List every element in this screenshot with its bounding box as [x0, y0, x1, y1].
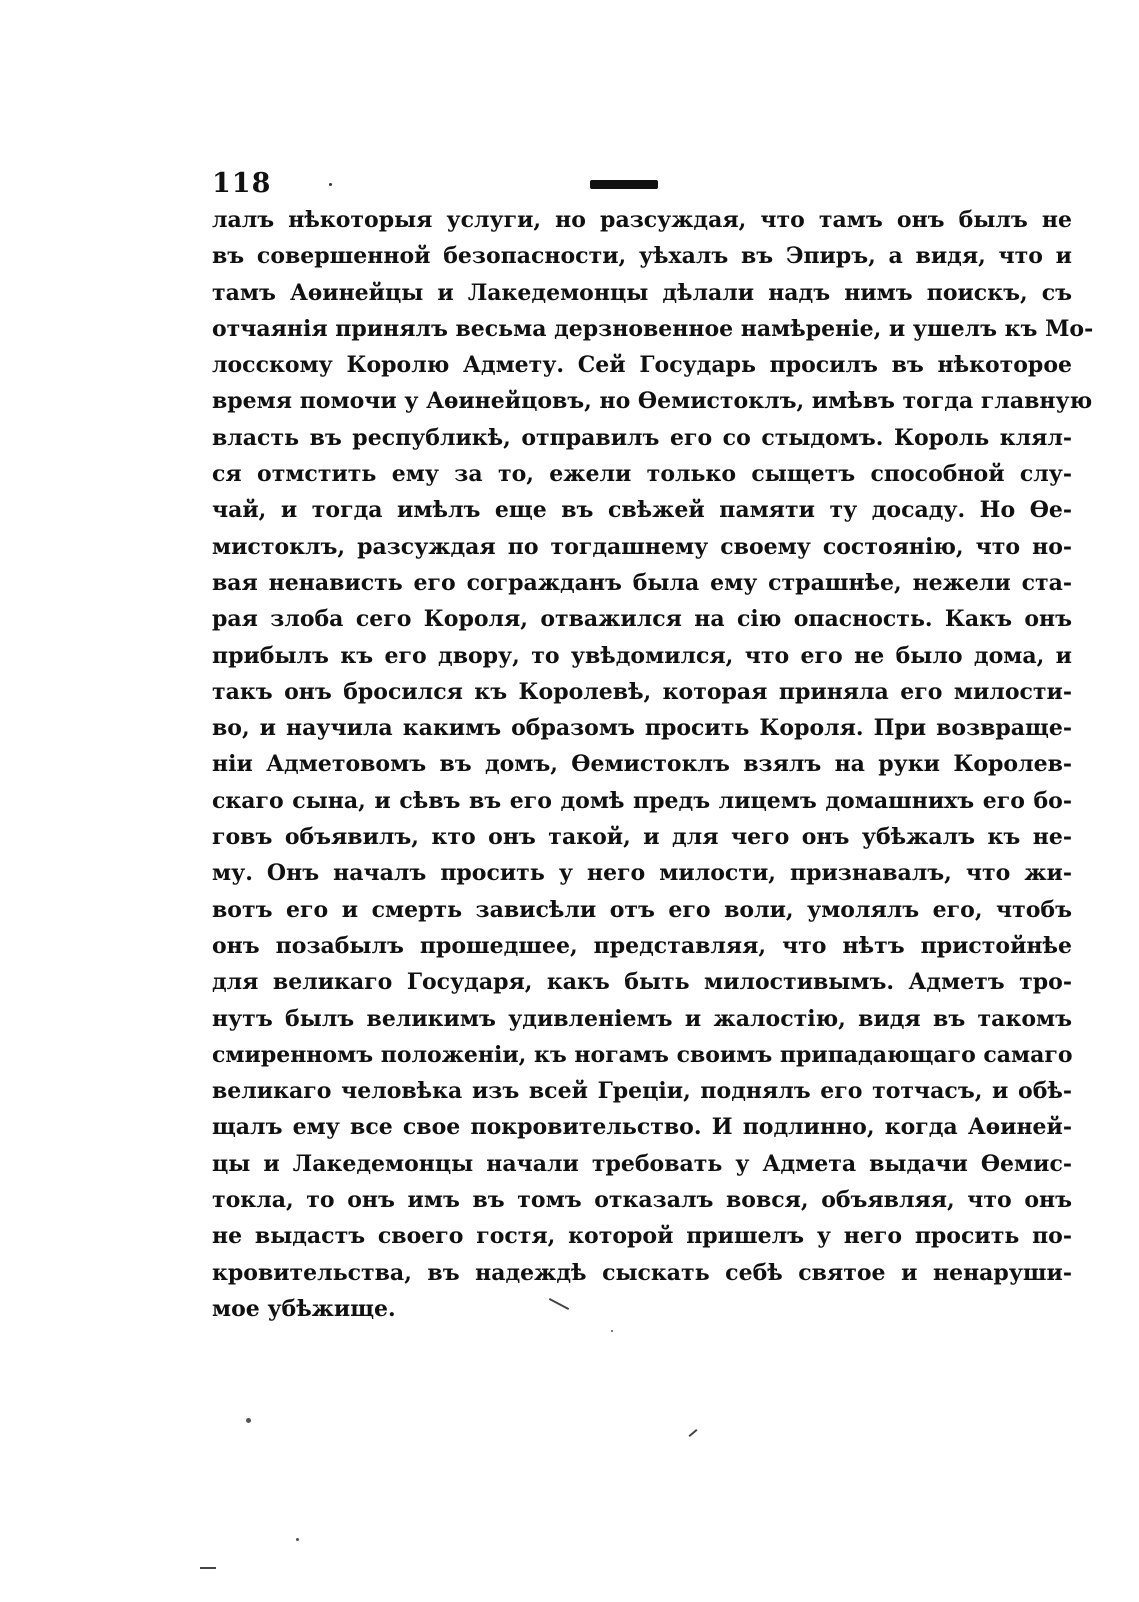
- text-line: власть въ республикѣ, отправилъ его со стыдомъ. Король клял-: [212, 424, 1072, 451]
- text-line: щалъ ему все свое покровительство. И подлинно, когда Аѳиней-: [212, 1114, 1072, 1141]
- text-line: великаго человѣка изъ всей Греціи, поднялъ его тотчасъ, и обѣ-: [212, 1078, 1072, 1105]
- text-line: смиренномъ положеніи, къ ногамъ своимъ припадающаго самаго: [212, 1041, 1073, 1068]
- body-text: [212, 202, 1094, 1327]
- text-line: ся отмстить ему за то, ежели только сыщетъ способной слу-: [212, 461, 1072, 488]
- header-ornament-rule: [590, 180, 658, 189]
- scan-mark: [689, 1429, 698, 1437]
- text-line: му. Онъ началъ просить у него милости, признавалъ, что жи-: [212, 860, 1072, 887]
- text-line: тамъ Аѳинейцы и Лакедемонцы дѣлали надъ нимъ поискъ, съ: [212, 279, 1072, 306]
- text-line: токла, то онъ имъ въ томъ отказалъ вовся, объявляя, что онъ: [212, 1187, 1072, 1214]
- text-line-last: мое убѣжище.: [212, 1295, 396, 1322]
- text-line: время помочи у Аѳинейцовъ, но Ѳемистоклъ, имѣвъ тогда главную: [212, 388, 1093, 415]
- text-line: во, и научила какимъ образомъ просить Короля. При возвраще-: [212, 715, 1072, 742]
- scan-speck: [611, 1330, 613, 1332]
- scan-speck: [296, 1538, 299, 1541]
- text-line: мистоклъ, разсуждая по тогдашнему своему состоянію, что но-: [212, 533, 1072, 560]
- text-line: скаго сына, и сѣвъ въ его домѣ предъ лицемъ домашнихъ его бо-: [212, 787, 1072, 814]
- text-line: кровительства, въ надеждѣ сыскать себѣ святое и ненаруши-: [212, 1259, 1072, 1286]
- scan-speck: [246, 1418, 251, 1423]
- text-line: для великаго Государя, какъ быть милостивымъ. Адметъ тро-: [212, 969, 1072, 996]
- text-line: чай, и тогда имѣлъ еще въ свѣжей памяти ту досаду. Но Ѳе-: [212, 497, 1072, 524]
- text-line: ніи Адметовомъ въ домъ, Ѳемистоклъ взялъ на руки Королев-: [212, 751, 1072, 778]
- text-line: цы и Лакедемонцы начали требовать у Адмета выдачи Ѳемис-: [212, 1150, 1072, 1177]
- text-line: онъ позабылъ прошедшее, представляя, что нѣтъ пристойнѣе: [212, 932, 1072, 959]
- text-line: въ совершенной безопасности, уѣхалъ въ Эпиръ, а видя, что и: [212, 243, 1072, 270]
- scan-mark: [200, 1567, 216, 1569]
- text-line: говъ объявилъ, кто онъ такой, и для чего онъ убѣжалъ къ не-: [212, 824, 1072, 851]
- text-line: рая злоба сего Короля, отважился на сію опасность. Какъ онъ: [212, 606, 1072, 633]
- text-line: вотъ его и смерть зависѣли отъ его воли, умолялъ его, чтобъ: [212, 896, 1072, 923]
- header-dot: [329, 183, 332, 186]
- text-line: лалъ нѣкоторыя услуги, но разсуждая, что тамъ онъ былъ не: [212, 207, 1072, 233]
- page-number: 118: [212, 168, 272, 199]
- text-line: прибылъ къ его двору, то увѣдомился, что его не было дома, и: [212, 642, 1072, 669]
- text-line: лосскому Королю Адмету. Сей Государь просилъ въ нѣкоторое: [212, 352, 1072, 379]
- text-line: вая ненависть его согражданъ была ему страшнѣе, нежели ста-: [212, 569, 1072, 596]
- text-line: такъ онъ бросился къ Королевѣ, которая приняла его милости-: [212, 678, 1072, 705]
- text-line: отчаянія принялъ весьма дерзновенное намѣреніе, и ушелъ къ Мо-: [212, 315, 1094, 342]
- text-line: не выдастъ своего гостя, которой пришелъ у него просить по-: [212, 1223, 1072, 1250]
- text-line: нутъ былъ великимъ удивленіемъ и жалостію, видя въ такомъ: [212, 1005, 1072, 1032]
